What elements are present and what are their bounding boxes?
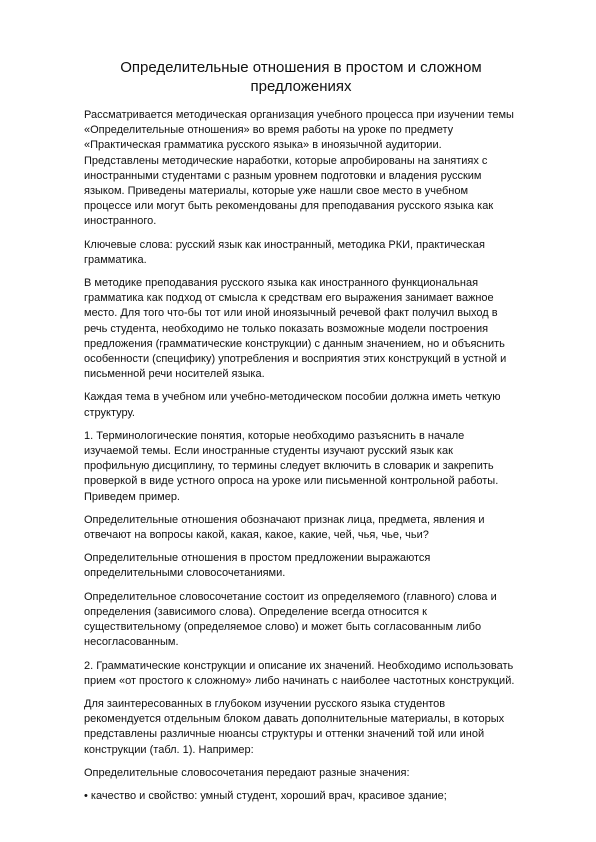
bullet-list-item: [84, 789, 518, 804]
body-paragraph: Для заинтересованных в глубоком изучении русского языка студентов рекомендуется отдельным блоком давать дополнительные материалы, в которых представлены различные нюансы структуры и оттенки значений той или иной конструкции (табл. 1). Например:: [84, 697, 505, 756]
body-paragraph: 2. Грамматические конструкции и описание их значений. Необходимо использовать прием «от простого к сложному» либо начинать с наиболее частотных конструкций.: [84, 659, 515, 687]
keywords-paragraph: Ключевые слова: русский язык как иностранный, методика РКИ, практическая грамматика.: [84, 238, 485, 266]
body-paragraph: В методике преподавания русского языка как иностранного функциональная грамматика как подход от смысла к средствам его выражения занимает важное место. Для того что-бы тот или иной иноязычный речевой факт получил выход в речь студента, необходимо не только показать возможные модели построения предложения (грамматические конструкции) с данным значением, но и объяснить особенности (специфику) употребления и восприятия этих конструкций в устной и письменной речи носителей языка.: [84, 277, 507, 381]
body-paragraph: Определительное словосочетание состоит из определяемого (главного) слова и определения (зависимого слова). Определение всегда относится к существительному (определяемое слово) и может быть согласованным либо несогласованным.: [84, 590, 497, 649]
body-paragraph: 1. Терминологические понятия, которые необходимо разъяснить в начале изучаемой темы. Если иностранные студенты изучают русский язык как профильную дисциплину, то термины следует включить в словарик и закрепить проверкой в виде устного опроса на уроке или письменной контрольной работы. Приведем пример.: [84, 429, 499, 503]
bullet-text: качество и свойство: умный студент, хороший врач, красивое здание;: [90, 789, 447, 802]
body-paragraph: Определительные словосочетания передают разные значения:: [84, 766, 410, 779]
body-paragraph: Каждая тема в учебном или учебно-методическом пособии должна иметь четкую структуру.: [84, 391, 501, 419]
abstract-paragraph: Рассматривается методическая организация учебного процесса при изучении темы «Определительные отношения» во время работы на уроке по предмету «Практическая грамматика русского языка» в иноязычной аудитории. Представлены методические наработки, которые апробированы на занятиях с иностранными студентами с разным уровнем подготовки и владения русским языком. Приведены материалы, которые уже нашли свое место в учебном процессе или могут быть рекомендованы для преподавания русского языка как иностранного.: [84, 109, 514, 228]
document-title: Определительные отношения в простом и сложном предложениях: [120, 59, 482, 95]
bullet-marker: •: [84, 789, 88, 802]
body-paragraph: Определительные отношения обозначают признак лица, предмета, явления и отвечают на вопросы какой, какая, какое, какие, чей, чья, чье, чьи?: [84, 513, 485, 542]
body-paragraph: Определительные отношения в простом предложении выражаются определительными словосочетаниями.: [84, 552, 431, 580]
